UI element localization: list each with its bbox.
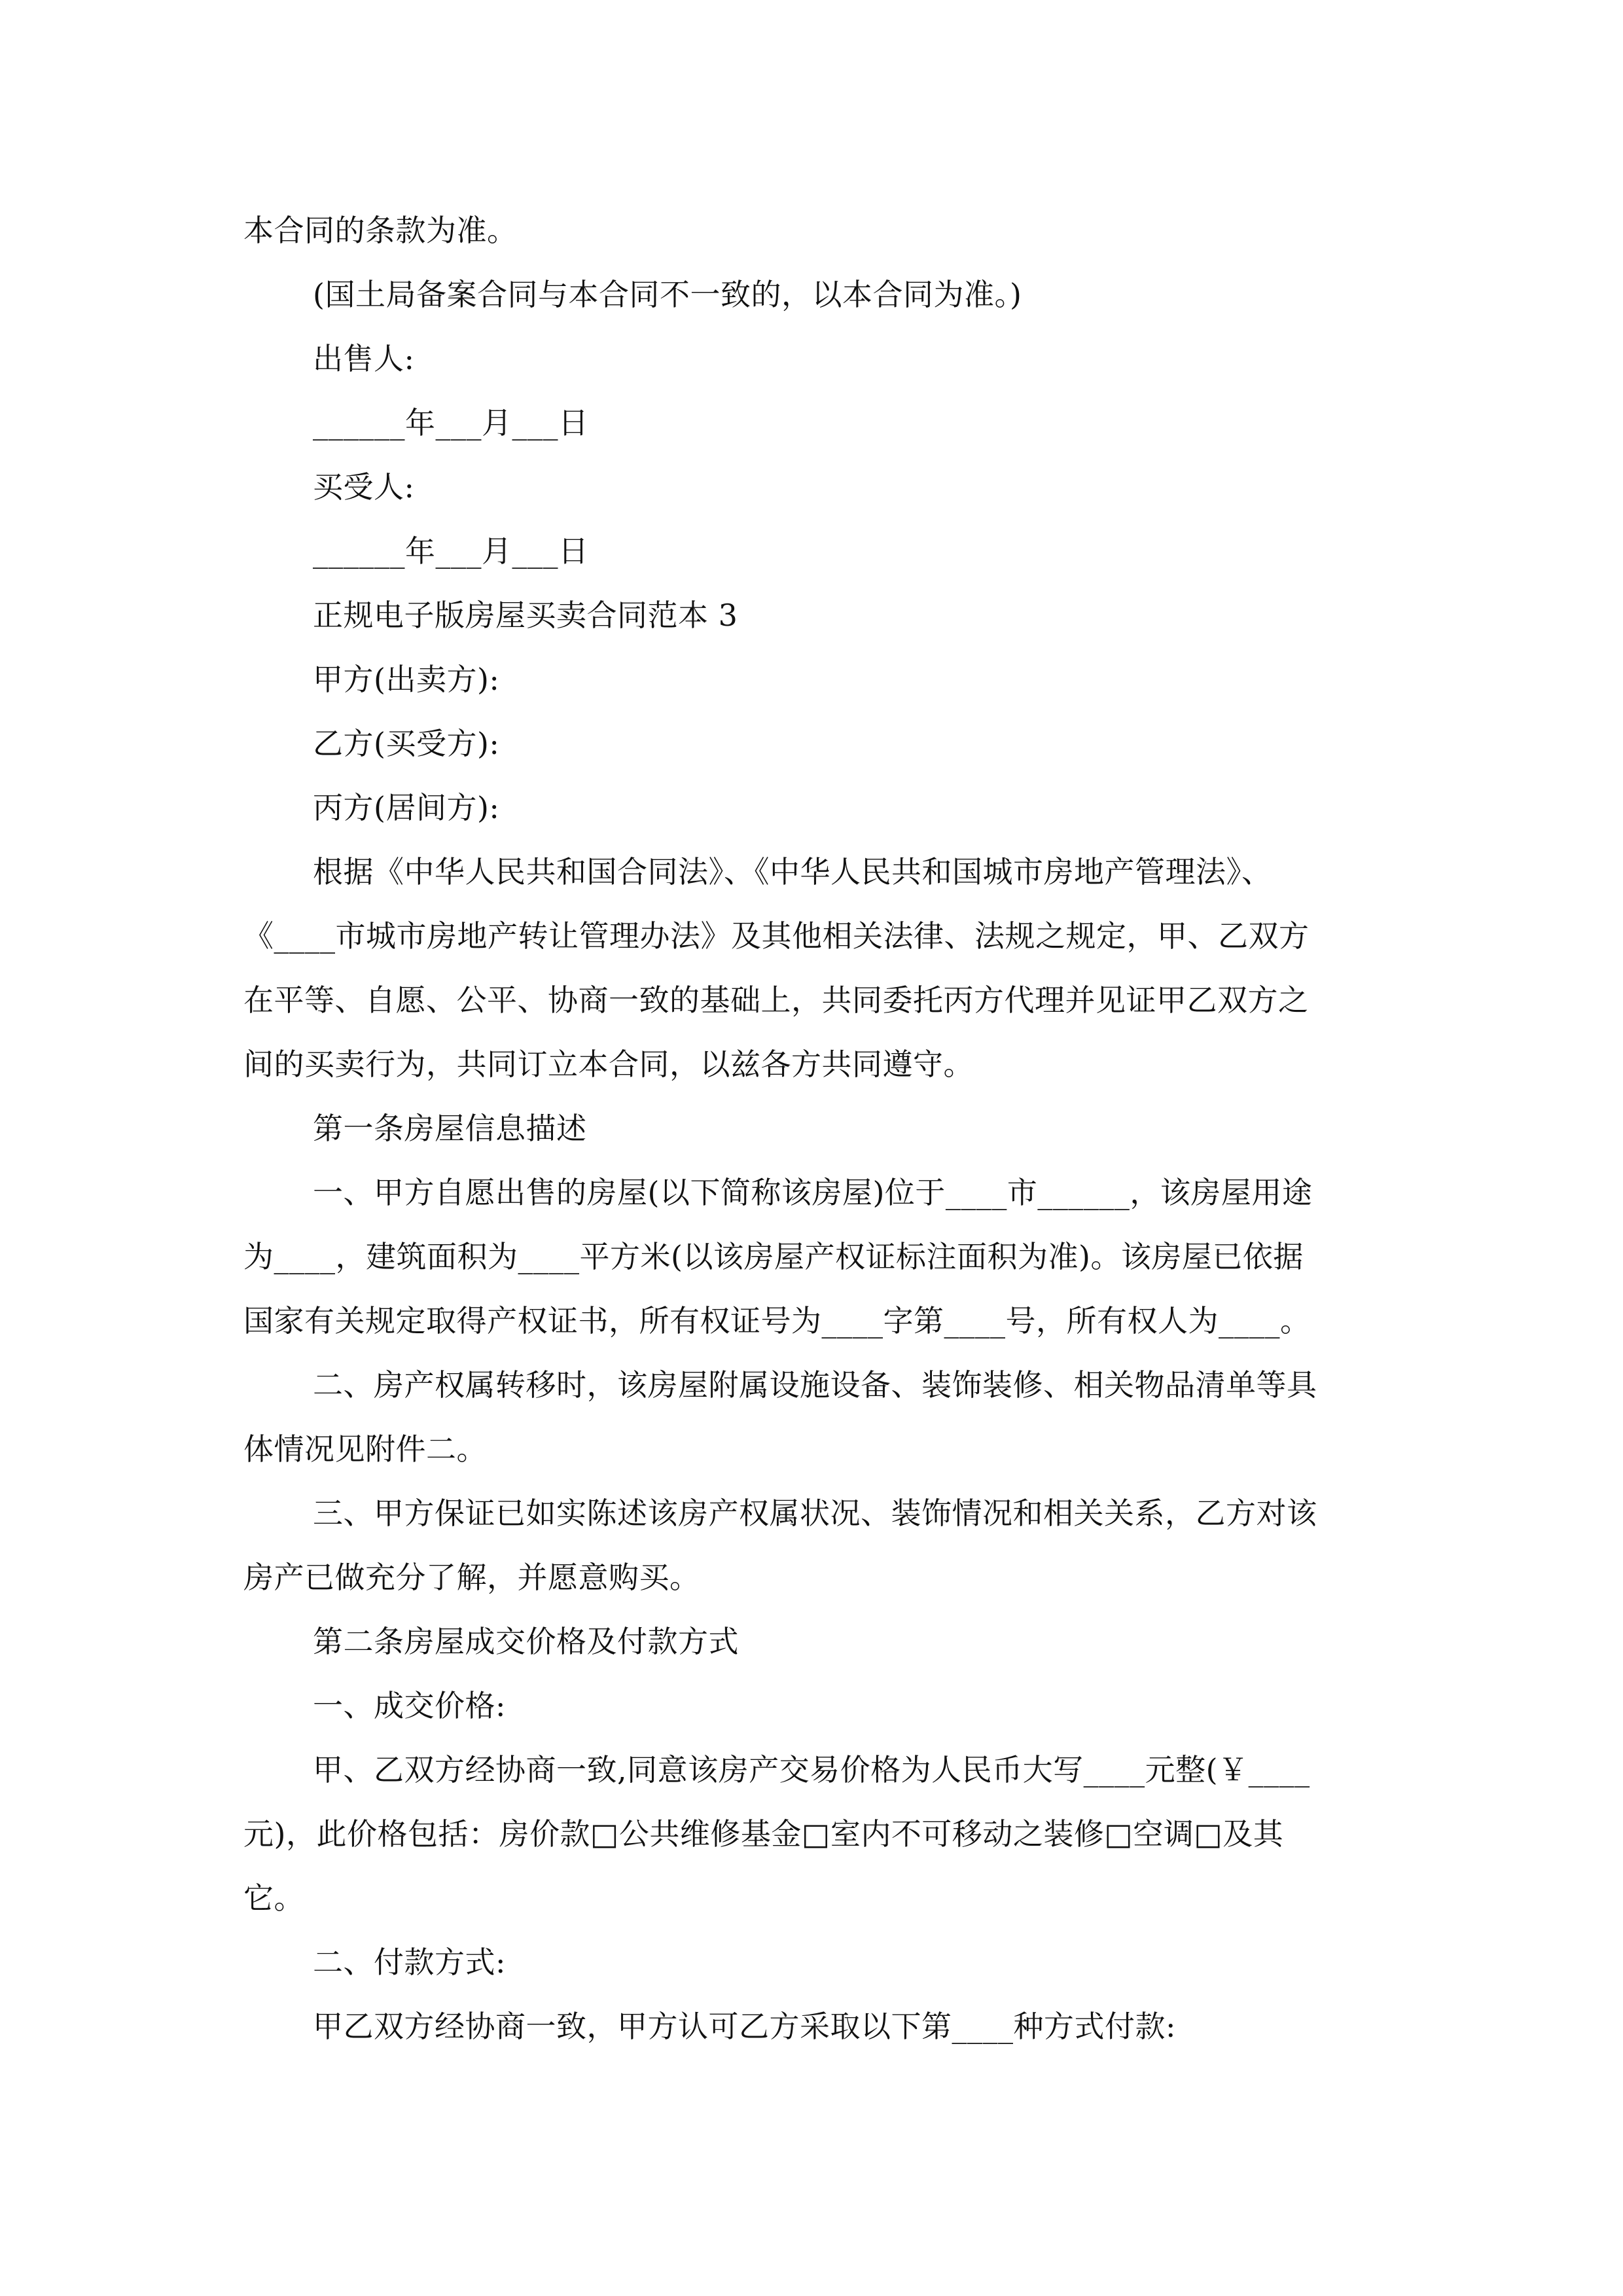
text-line: 为____，建筑面积为____平方米(以该房屋产权证标注面积为准)。该房屋已依据: [243, 1239, 1304, 1274]
text-line: 三、甲方保证已如实陈述该房产权属状况、装饰情况和相关关系，乙方对该: [313, 1496, 1317, 1531]
text-line: 元)，此价格包括：房价款□公共维修基金□室内不可移动之装修□空调□及其: [243, 1816, 1284, 1852]
text-line: 买受人:: [313, 469, 415, 505]
text-line: 根据《中华人民共和国合同法》、《中华人民共和国城市房地产管理法》、: [313, 854, 1272, 889]
text-line: 乙方(买受方):: [313, 726, 500, 761]
text-line: (国土局备案合同与本合同不一致的，以本合同为准。): [313, 277, 1022, 312]
text-line: 甲、乙双方经协商一致,同意该房产交易价格为人民币大写____元整(￥____: [313, 1752, 1310, 1787]
text-line: 体情况见附件二。: [243, 1431, 487, 1467]
text-line: 甲方(出卖方):: [313, 662, 500, 697]
text-line: 房产已做充分了解，并愿意购买。: [243, 1560, 700, 1595]
text-line: 二、房产权属转移时，该房屋附属设施设备、装饰装修、相关物品清单等具: [313, 1367, 1317, 1403]
text-line: 在平等、自愿、公平、协商一致的基础上，共同委托丙方代理并见证甲乙双方之: [243, 982, 1309, 1018]
article-heading: 第二条房屋成交价格及付款方式: [313, 1624, 739, 1659]
text-line: 本合同的条款为准。: [243, 213, 518, 248]
text-line: ______年___月___日: [313, 533, 589, 569]
text-line: 丙方(居间方):: [313, 790, 500, 825]
article-heading: 第一条房屋信息描述: [313, 1111, 587, 1146]
text-line: 甲乙双方经协商一致，甲方认可乙方采取以下第____种方式付款:: [313, 2009, 1176, 2044]
text-line: 它。: [243, 1880, 304, 1916]
text-line: 二、付款方式:: [313, 1945, 506, 1980]
text-line: 国家有关规定取得产权证书，所有权证号为____字第____号，所有权人为____。: [243, 1303, 1311, 1338]
text-line: ______年___月___日: [313, 405, 589, 440]
text-line: 一、成交价格:: [313, 1688, 506, 1723]
section-title: 正规电子版房屋买卖合同范本 3: [313, 598, 738, 633]
text-line: 出售人:: [313, 341, 415, 376]
text-line: 间的买卖行为，共同订立本合同，以兹各方共同遵守。: [243, 1047, 974, 1082]
text-line: 一、甲方自愿出售的房屋(以下简称该房屋)位于____市______，该房屋用途: [313, 1175, 1313, 1210]
text-line: 《____市城市房地产转让管理办法》及其他相关法律、法规之规定，甲、乙双方: [243, 918, 1310, 954]
